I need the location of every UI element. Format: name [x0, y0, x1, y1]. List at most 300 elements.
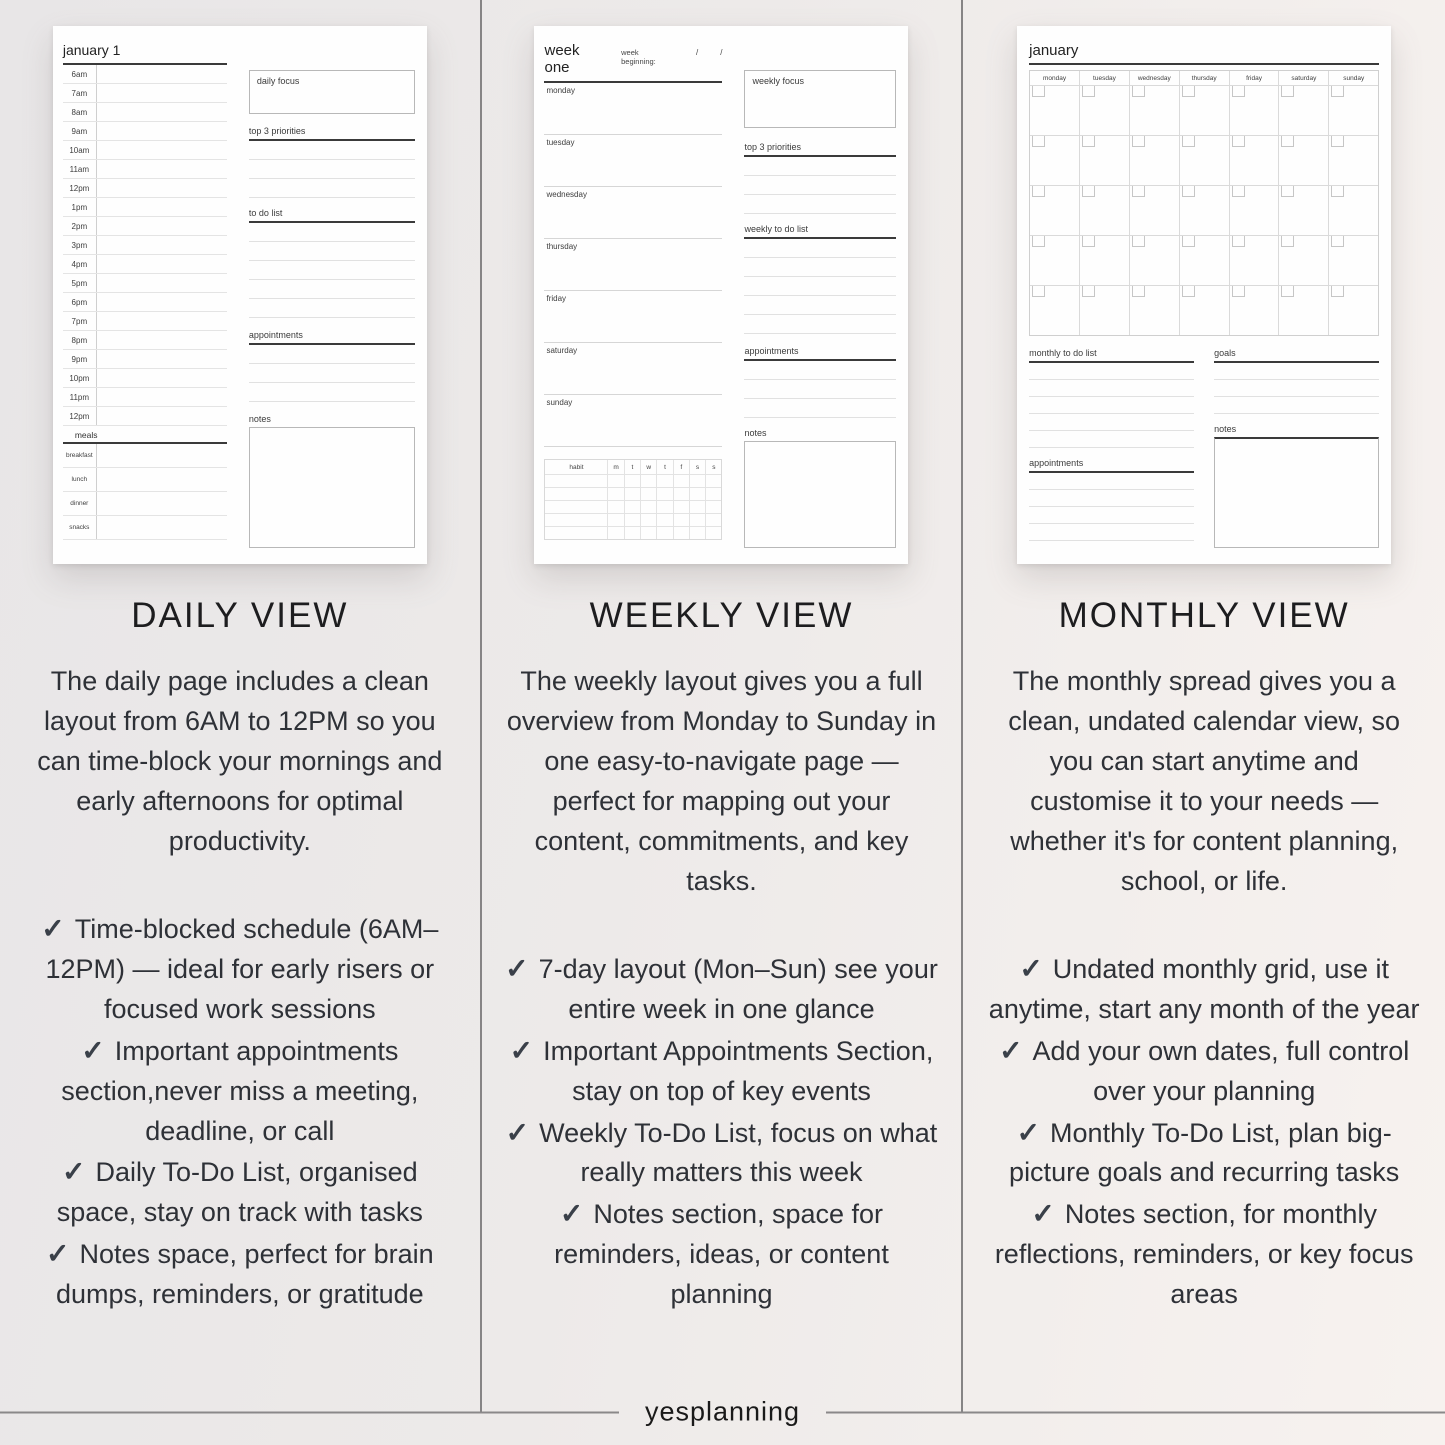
todo-label: to do list — [249, 208, 415, 223]
calendar-cell — [1179, 235, 1229, 285]
calendar-cell — [1278, 285, 1328, 335]
meal-label: dinner — [63, 492, 97, 515]
day-section: friday — [544, 291, 722, 343]
time-row — [63, 293, 227, 312]
writing-line — [744, 296, 896, 315]
goals-label: goals — [1214, 348, 1379, 363]
habit-cell — [673, 487, 689, 500]
writing-line — [744, 157, 896, 176]
habit-header-cell: s — [705, 460, 721, 474]
calendar-cell — [1328, 285, 1378, 335]
calendar-cell — [1079, 85, 1129, 135]
monthly-bottom-sections — [1029, 348, 1379, 548]
view-description: The monthly spread gives you a clean, undated calendar view, so you can start anytime and customise it to your needs — whether it's for content planning, school, or life. — [1008, 666, 1401, 896]
daily-schedule-column — [63, 42, 227, 548]
habit-cell — [705, 487, 721, 500]
footer-rule-right — [826, 1411, 1445, 1413]
calendar-cell — [1079, 185, 1129, 235]
date-box — [1032, 286, 1045, 297]
calendar-cell — [1179, 285, 1229, 335]
calendar-day-header: friday — [1229, 71, 1279, 85]
habit-cell — [689, 526, 705, 539]
meal-cell — [97, 492, 227, 515]
date-box — [1032, 86, 1045, 97]
calendar-cell — [1079, 285, 1129, 335]
weekly-days-column — [544, 42, 722, 548]
calendar-cell — [1079, 135, 1129, 185]
weekly-page-title: week one — [544, 42, 580, 76]
feature-text: Important appointments section,never miss a meeting, deadline, or call — [61, 1035, 419, 1146]
time-cell — [97, 388, 227, 406]
time-row — [63, 141, 227, 160]
habit-cell — [705, 513, 721, 526]
feature-list — [22, 908, 458, 1316]
date-box — [1281, 236, 1294, 247]
habit-cell — [624, 474, 640, 487]
monthly-column — [963, 0, 1445, 1412]
feature-item — [504, 1030, 940, 1112]
writing-line — [249, 345, 415, 364]
writing-line — [1029, 363, 1194, 380]
writing-line — [1214, 380, 1379, 397]
habit-cell — [545, 526, 607, 539]
calendar-day-header: monday — [1043, 74, 1067, 82]
check-icon: ✓ — [505, 1116, 530, 1148]
day-section: monday — [544, 83, 722, 135]
time-row — [63, 217, 227, 236]
feature-text: Notes space, perfect for brain dumps, reminders, or gratitude — [55, 1239, 434, 1310]
calendar-cell — [1030, 185, 1079, 235]
calendar-cell — [1328, 85, 1378, 135]
view-heading: MONTHLY VIEW — [1058, 596, 1350, 635]
calendar-cell — [1179, 185, 1229, 235]
calendar-cell — [1030, 235, 1079, 285]
habit-header-cell: s — [689, 460, 705, 474]
calendar-cell — [1129, 285, 1179, 335]
meal-label: lunch — [63, 468, 97, 491]
monthly-right-sections — [1214, 348, 1379, 548]
calendar-cell — [1030, 135, 1079, 185]
calendar-cell — [1030, 85, 1079, 135]
time-cell — [97, 255, 227, 273]
date-box — [1331, 86, 1344, 97]
monthly-planner-page — [1017, 26, 1391, 564]
feature-text: Undated monthly grid, use it anytime, start any month of the year — [988, 953, 1420, 1024]
calendar-cell — [1129, 85, 1179, 135]
writing-line — [1029, 414, 1194, 431]
time-label: 10pm — [63, 369, 97, 387]
habit-cell — [656, 500, 672, 513]
habit-header-row — [545, 460, 721, 474]
meal-row — [63, 492, 227, 516]
daily-focus-box — [249, 70, 415, 114]
time-row — [63, 388, 227, 407]
check-icon: ✓ — [559, 1198, 584, 1230]
writing-line — [249, 261, 415, 280]
time-row — [63, 84, 227, 103]
writing-line — [744, 315, 896, 334]
calendar-day-header: saturday — [1278, 71, 1328, 85]
time-cell — [97, 122, 227, 140]
time-cell — [97, 217, 227, 235]
writing-line — [1029, 397, 1194, 414]
date-box — [1331, 186, 1344, 197]
time-label: 5pm — [63, 274, 97, 292]
writing-line — [249, 242, 415, 261]
date-slash: / — [696, 48, 699, 57]
date-box — [1132, 136, 1145, 147]
date-box — [1331, 236, 1344, 247]
calendar-cell — [1229, 235, 1279, 285]
calendar-cell — [1179, 135, 1229, 185]
writing-line — [249, 160, 415, 179]
date-box — [1281, 86, 1294, 97]
date-box — [1281, 186, 1294, 197]
habit-cell — [689, 474, 705, 487]
date-box — [1281, 286, 1294, 297]
time-cell — [97, 331, 227, 349]
weekly-focus-box — [744, 70, 896, 128]
weekly-focus-label: weekly focus — [752, 76, 805, 86]
daily-column — [0, 0, 482, 1412]
time-cell — [97, 65, 227, 83]
date-box — [1331, 136, 1344, 147]
feature-text: Daily To-Do List, organised space, stay on track with tasks — [56, 1157, 423, 1228]
time-cell — [97, 274, 227, 292]
date-box — [1232, 286, 1245, 297]
calendar-cell — [1229, 135, 1279, 185]
date-box — [1281, 136, 1294, 147]
time-row — [63, 160, 227, 179]
view-description: The weekly layout gives you a full overview from Monday to Sunday in one easy-to-navigate page — perfect for mapping out your content, commitments, and key tasks. — [506, 666, 937, 896]
date-box — [1082, 286, 1095, 297]
habit-cell — [607, 513, 623, 526]
time-cell — [97, 103, 227, 121]
feature-item — [985, 1112, 1423, 1194]
habit-cell — [640, 474, 656, 487]
time-label: 7pm — [63, 312, 97, 330]
check-icon: ✓ — [505, 952, 529, 984]
writing-line — [1214, 397, 1379, 414]
habit-cell — [689, 513, 705, 526]
time-label: 1pm — [63, 198, 97, 216]
time-label: 4pm — [63, 255, 97, 273]
feature-text: Weekly To-Do List, focus on what really matters this week — [539, 1117, 938, 1188]
calendar-cell — [1229, 85, 1279, 135]
writing-line — [1029, 507, 1194, 524]
writing-line — [249, 179, 415, 198]
habit-cell — [624, 513, 640, 526]
feature-item — [22, 1030, 458, 1152]
calendar-cell — [1278, 235, 1328, 285]
date-box — [1032, 236, 1045, 247]
habit-row — [545, 526, 721, 539]
habit-cell — [673, 513, 689, 526]
habit-cell — [607, 487, 623, 500]
habit-cell — [656, 526, 672, 539]
todo-label: weekly to do list — [744, 224, 896, 239]
writing-line — [1029, 524, 1194, 541]
weekly-planner-page — [534, 26, 908, 564]
monthly-todo-label: monthly to do list — [1029, 348, 1194, 363]
appointments-label: appointments — [1029, 458, 1194, 473]
writing-line — [1029, 431, 1194, 448]
feature-item — [985, 1193, 1423, 1315]
day-section: wednesday — [544, 187, 722, 239]
time-cell — [97, 312, 227, 330]
date-box — [1132, 86, 1145, 97]
date-box — [1132, 236, 1145, 247]
habit-cell — [624, 526, 640, 539]
habit-cell — [545, 513, 607, 526]
calendar-cell — [1328, 235, 1378, 285]
calendar-cell — [1129, 185, 1179, 235]
calendar-cell — [1129, 135, 1179, 185]
feature-item — [504, 948, 940, 1030]
calendar-cell — [1328, 185, 1378, 235]
feature-text: Time-blocked schedule (6AM–12PM) — ideal for early risers or focused work sessions — [45, 913, 439, 1024]
habit-cell — [705, 474, 721, 487]
feature-text: 7-day layout (Mon–Sun) see your entire week in one glance — [538, 953, 938, 1024]
meals-label: meals — [63, 429, 227, 444]
time-label: 7am — [63, 84, 97, 102]
notes-box — [249, 427, 415, 548]
brand-footer — [0, 1397, 1445, 1428]
time-label: 2pm — [63, 217, 97, 235]
daily-sections-column — [249, 70, 415, 548]
habit-row — [545, 500, 721, 513]
habit-cell — [545, 474, 607, 487]
time-row — [63, 407, 227, 426]
date-box — [1032, 186, 1045, 197]
feature-item — [985, 1030, 1423, 1112]
habit-header-cell: w — [640, 460, 656, 474]
habit-cell — [607, 474, 623, 487]
habit-header-cell: t — [656, 460, 672, 474]
habit-cell — [673, 500, 689, 513]
date-slash: / — [720, 48, 723, 57]
day-section: saturday — [544, 343, 722, 395]
habit-cell — [656, 487, 672, 500]
writing-line — [744, 258, 896, 277]
view-heading: WEEKLY VIEW — [589, 596, 854, 635]
meal-label: breakfast — [63, 444, 97, 467]
time-label: 12pm — [63, 179, 97, 197]
day-section: sunday — [544, 395, 722, 447]
habit-row — [545, 474, 721, 487]
writing-line — [744, 195, 896, 214]
writing-line — [744, 277, 896, 296]
footer-rule-left — [0, 1411, 619, 1413]
time-cell — [97, 293, 227, 311]
notes-label: notes — [248, 414, 271, 424]
feature-text: Add your own dates, full control over your planning — [1032, 1035, 1410, 1106]
time-label: 9pm — [63, 350, 97, 368]
feature-item — [22, 1151, 458, 1233]
time-row — [63, 198, 227, 217]
feature-text: Notes section, for monthly reflections, reminders, or key focus areas — [994, 1199, 1414, 1310]
writing-line — [249, 299, 415, 318]
habit-header-cell: m — [607, 460, 623, 474]
habit-header-cell: f — [673, 460, 689, 474]
habit-cell — [673, 526, 689, 539]
check-icon: ✓ — [1031, 1198, 1055, 1230]
habit-header-cell: habit — [569, 463, 584, 471]
time-label: 6pm — [63, 293, 97, 311]
date-box — [1132, 186, 1145, 197]
date-box — [1132, 286, 1145, 297]
calendar-cell — [1328, 135, 1378, 185]
writing-line — [744, 361, 896, 380]
feature-item — [504, 1112, 940, 1194]
calendar-cell — [1278, 135, 1328, 185]
priorities-label: top 3 priorities — [744, 142, 896, 157]
check-icon: ✓ — [1016, 1116, 1041, 1148]
habit-cell — [640, 526, 656, 539]
check-icon: ✓ — [1019, 952, 1043, 984]
monthly-page-title: january — [1029, 42, 1379, 65]
time-cell — [97, 160, 227, 178]
time-label: 10am — [63, 141, 97, 159]
time-label: 11am — [63, 160, 97, 178]
meal-label: snacks — [63, 516, 97, 539]
daily-page-title: january 1 — [63, 42, 227, 65]
habit-cell — [640, 513, 656, 526]
writing-line — [249, 364, 415, 383]
date-box — [1232, 186, 1245, 197]
time-cell — [97, 179, 227, 197]
habit-cell — [705, 500, 721, 513]
calendar-cell — [1179, 85, 1229, 135]
meal-cell — [97, 516, 227, 539]
habit-cell — [545, 487, 607, 500]
time-row — [63, 350, 227, 369]
time-label: 8pm — [63, 331, 97, 349]
time-row — [63, 312, 227, 331]
date-box — [1082, 186, 1095, 197]
habit-cell — [689, 500, 705, 513]
feature-text: Monthly To-Do List, plan big-picture goals and recurring tasks — [1009, 1117, 1400, 1188]
check-icon: ✓ — [81, 1034, 105, 1066]
calendar-cell — [1030, 285, 1079, 335]
daily-planner-page — [53, 26, 427, 564]
writing-line — [249, 141, 415, 160]
time-row — [63, 179, 227, 198]
calendar-cell — [1129, 235, 1179, 285]
notes-label: notes — [744, 428, 767, 438]
habit-header-cell: t — [624, 460, 640, 474]
week-beginning-label: week beginning: — [621, 48, 656, 66]
date-box — [1182, 236, 1195, 247]
calendar-day-header: wednesday — [1129, 71, 1179, 85]
calendar-day-header: sunday — [1328, 71, 1378, 85]
day-section: thursday — [544, 239, 722, 291]
date-box — [1182, 136, 1195, 147]
time-row — [63, 65, 227, 84]
time-row — [63, 236, 227, 255]
check-icon: ✓ — [41, 912, 65, 944]
notes-box — [1214, 437, 1379, 548]
date-box — [1232, 236, 1245, 247]
date-box — [1082, 236, 1095, 247]
notes-label: notes — [1214, 424, 1237, 434]
date-box — [1032, 136, 1045, 147]
feature-list — [985, 948, 1423, 1316]
calendar-day-header: thursday — [1179, 71, 1229, 85]
time-row — [63, 103, 227, 122]
brand-name: yesplanning — [644, 1396, 801, 1427]
calendar-grid — [1029, 70, 1379, 336]
feature-list — [504, 948, 940, 1316]
time-label: 9am — [63, 122, 97, 140]
calendar-cell — [1229, 185, 1279, 235]
writing-line — [249, 223, 415, 242]
feature-item — [985, 948, 1423, 1030]
calendar-week-row — [1030, 135, 1378, 185]
writing-line — [744, 380, 896, 399]
habit-cell — [607, 500, 623, 513]
date-box — [1331, 286, 1344, 297]
weekly-page-header — [544, 42, 722, 83]
writing-line — [1214, 363, 1379, 380]
date-box — [1082, 136, 1095, 147]
calendar-cell — [1079, 235, 1129, 285]
calendar-day-header: tuesday — [1079, 71, 1129, 85]
date-box — [1082, 86, 1095, 97]
habit-cell — [640, 500, 656, 513]
notes-box — [744, 441, 896, 548]
writing-line — [744, 176, 896, 195]
time-cell — [97, 350, 227, 368]
meal-cell — [97, 468, 227, 491]
time-row — [63, 255, 227, 274]
feature-text: Important Appointments Section, stay on top of key events — [543, 1035, 934, 1106]
time-cell — [97, 84, 227, 102]
date-box — [1182, 86, 1195, 97]
habit-row — [545, 487, 721, 500]
writing-line — [744, 399, 896, 418]
writing-line — [744, 239, 896, 258]
date-box — [1232, 136, 1245, 147]
time-label: 12pm — [63, 407, 97, 425]
calendar-week-row — [1030, 285, 1378, 335]
date-box — [1232, 86, 1245, 97]
time-cell — [97, 369, 227, 387]
time-cell — [97, 141, 227, 159]
habit-cell — [673, 474, 689, 487]
writing-line — [1029, 490, 1194, 507]
habit-cell — [545, 500, 607, 513]
time-row — [63, 122, 227, 141]
date-box — [1182, 186, 1195, 197]
appointments-label: appointments — [249, 330, 415, 345]
writing-line — [1029, 380, 1194, 397]
weekly-column — [482, 0, 964, 1412]
view-heading: DAILY VIEW — [131, 596, 349, 635]
time-cell — [97, 236, 227, 254]
habit-cell — [607, 526, 623, 539]
time-cell — [97, 407, 227, 425]
priorities-label: top 3 priorities — [249, 126, 415, 141]
meal-row — [63, 516, 227, 540]
calendar-week-row — [1030, 185, 1378, 235]
check-icon: ✓ — [999, 1034, 1023, 1066]
check-icon: ✓ — [509, 1034, 534, 1066]
time-label: 8am — [63, 103, 97, 121]
time-label: 11pm — [63, 388, 97, 406]
writing-line — [249, 383, 415, 402]
time-row — [63, 274, 227, 293]
